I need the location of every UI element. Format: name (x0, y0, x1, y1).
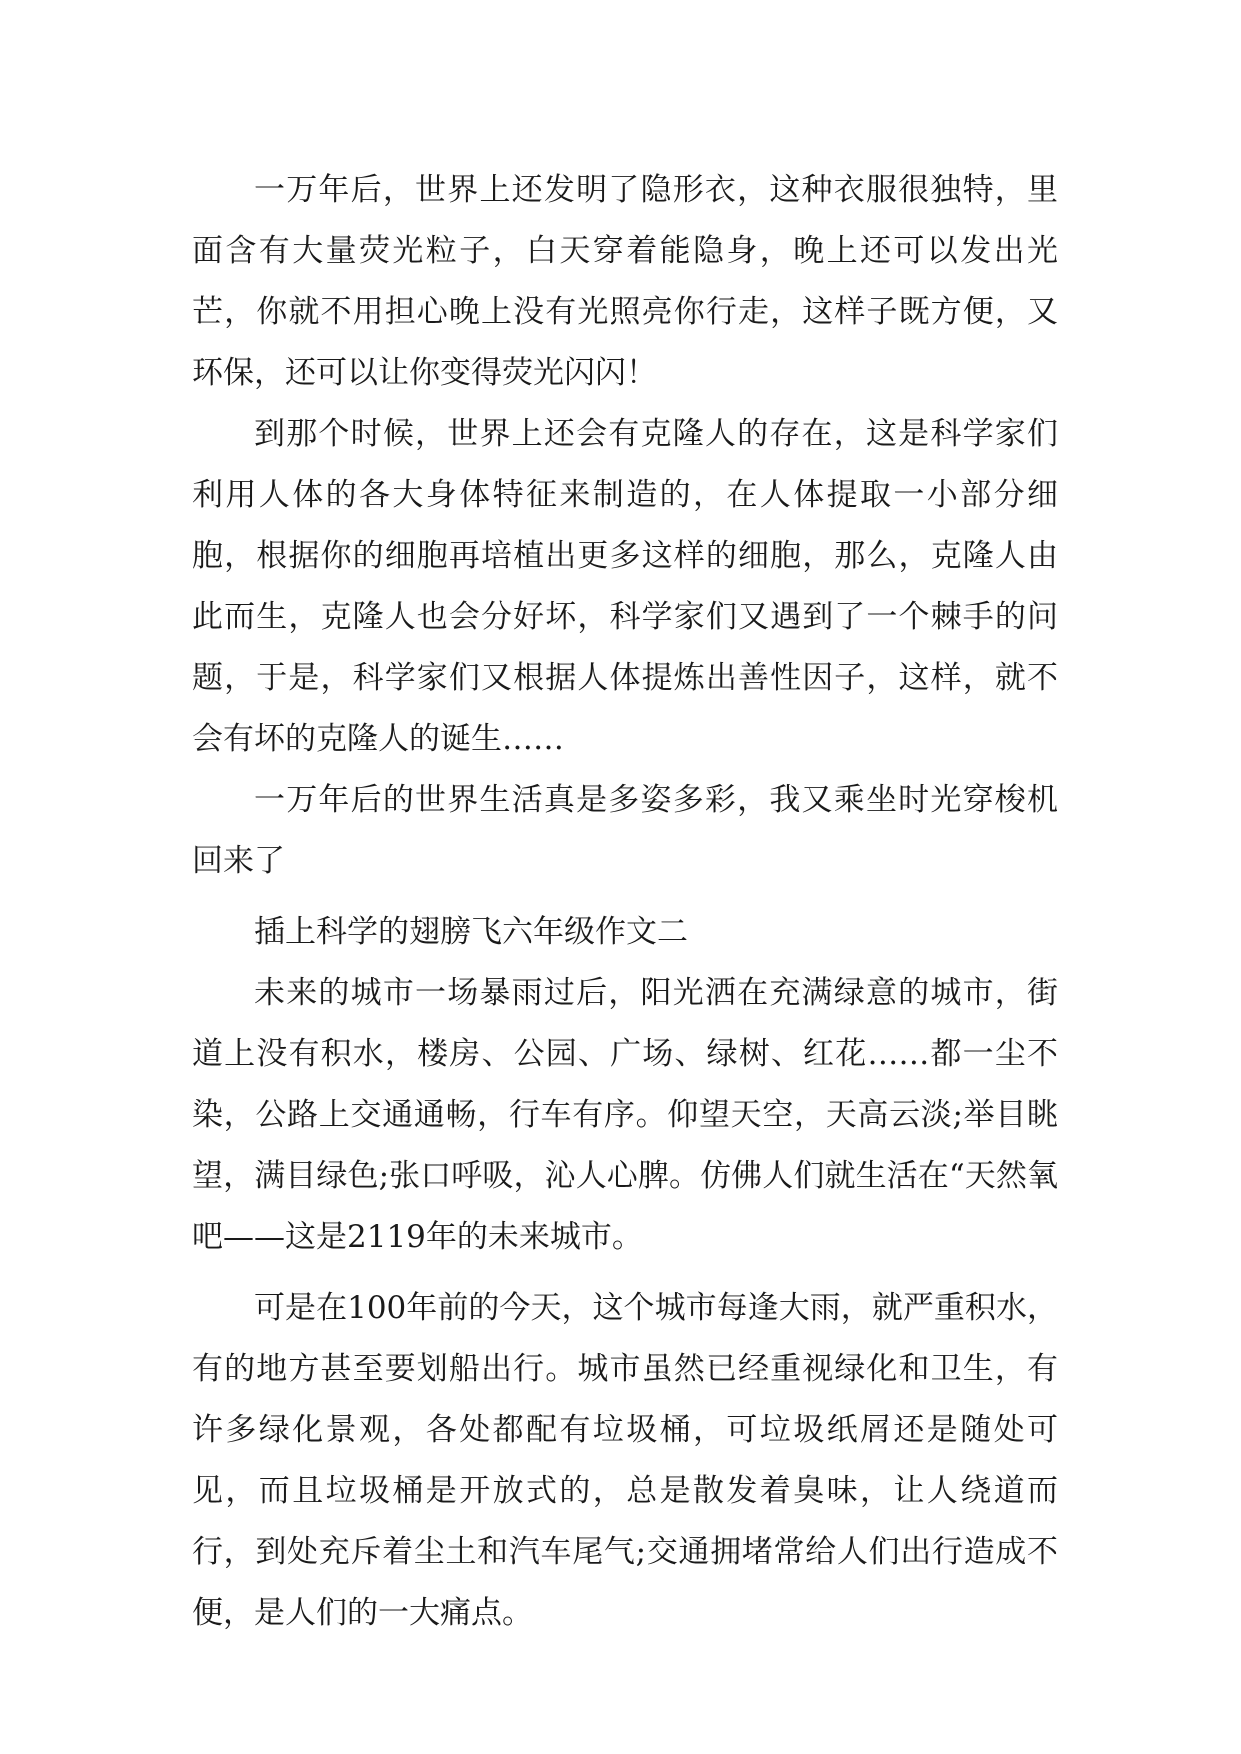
paragraph-clones: 到那个时候，世界上还会有克隆人的存在，这是科学家们利用人体的各大身体特征来制造的，在人体提取一小部分细胞，根据你的细胞再培植出更多这样的细胞，那么，克隆人由此而生，克隆人也会分好坏，科学家们又遇到了一个棘手的问题，于是，科学家们又根据人体提炼出善性因子，这样，就不会有坏的克隆人的诞生…… (192, 416, 1058, 757)
paragraph-past-city: 可是在100年前的今天，这个城市每逢大雨，就严重积水，有的地方甚至要划船出行。城市虽然已经重视绿化和卫生，有许多绿化景观，各处都配有垃圾桶，可垃圾纸屑还是随处可见，而且垃圾桶是开放式的，总是散发着臭味，让人绕道而行，到处充斥着尘土和汽车尾气;交通拥堵常给人们出行造成不便，是人们的一大痛点。 (192, 1290, 1058, 1631)
paragraph-return: 一万年后的世界生活真是多姿多彩，我又乘坐时光穿梭机回来了 (192, 782, 1058, 879)
paragraph-future-city: 未来的城市一场暴雨过后，阳光洒在充满绿意的城市，街道上没有积水，楼房、公园、广场、绿树、红花……都一尘不染，公路上交通通畅，行车有序。仰望天空，天高云淡;举目眺望，满目绿色;张口呼吸，沁人心脾。仿佛人们就生活在“天然氧吧——这是2119年的未来城市。 (192, 975, 1058, 1255)
essay-title: 插上科学的翅膀飞六年级作文二 (254, 914, 688, 950)
document-page (192, 160, 1058, 1644)
paragraph-invisibility-cloak: 一万年后，世界上还发明了隐形衣，这种衣服很独特，里面含有大量荧光粒子，白天穿着能隐身，晚上还可以发出光芒，你就不用担心晚上没有光照亮你行走，这样子既方便，又环保，还可以让你变得荧光闪闪！ (192, 172, 1058, 391)
